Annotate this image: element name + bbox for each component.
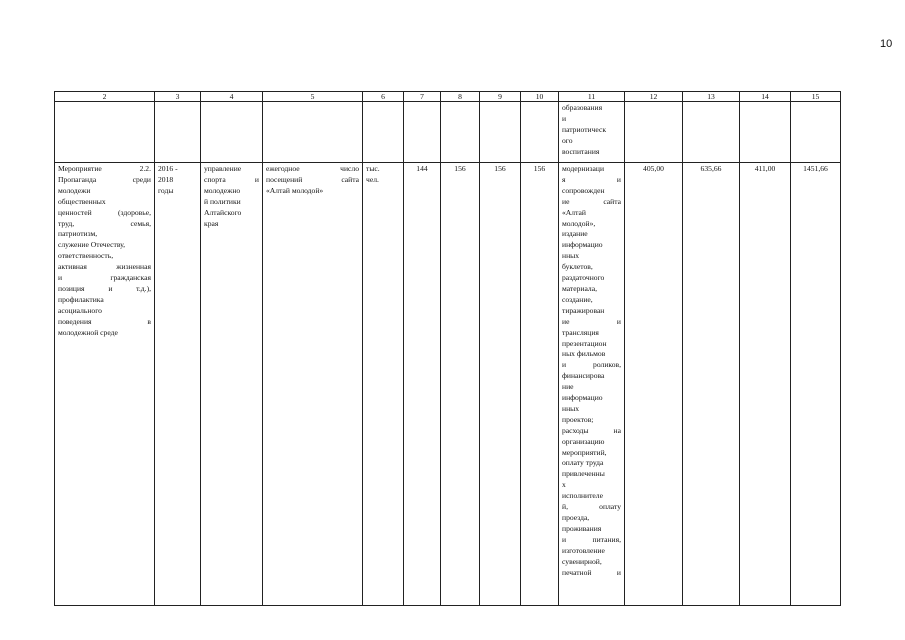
text-line: ценностей (здоровье,: [58, 207, 151, 217]
text-line: «Алтай: [562, 207, 586, 217]
text-line: трансляция: [562, 327, 599, 337]
text-line: и питания,: [562, 534, 621, 544]
cell-activity-continuation: [559, 102, 625, 163]
text-line: образования: [562, 103, 603, 112]
cell-empty: [740, 102, 791, 163]
text-line: тиражирован: [562, 305, 605, 315]
text-line: молодой»,: [562, 218, 596, 228]
cell-empty: [155, 102, 201, 163]
text-line: мероприятий,: [562, 447, 607, 457]
text-line: активная жизненная: [58, 262, 151, 272]
text-line: сувенирной,: [562, 556, 602, 566]
cell-value-col8: 156: [441, 163, 480, 606]
text-line: информацио: [562, 393, 603, 403]
header-cell: 3: [155, 92, 201, 102]
cell-empty: [480, 102, 521, 163]
text-line: поведения в: [58, 316, 151, 326]
cell-empty: [791, 102, 841, 163]
cell-empty: [625, 102, 683, 163]
cell-measure-name: [55, 163, 155, 606]
program-table: [54, 91, 841, 606]
text-line: ие и: [562, 316, 621, 326]
text-line: буклетов,: [562, 262, 593, 272]
text-line: финансирова: [562, 371, 605, 381]
text-line: привлеченны: [562, 469, 605, 479]
text-line: сопровожден: [562, 185, 605, 195]
cell-value-col10: 156: [521, 163, 559, 606]
text-line: издание: [562, 229, 588, 239]
text-line: молодежи: [58, 185, 91, 195]
cell-value-col12: 405,00: [625, 163, 683, 606]
cell-empty: [263, 102, 363, 163]
text-line: организацию: [562, 436, 605, 446]
text-line: информацио: [562, 240, 603, 250]
cell-unit: [363, 163, 404, 606]
cell-value-col13: 635,66: [683, 163, 740, 606]
text-line: патриотизм,: [58, 229, 98, 239]
header-cell: 9: [480, 92, 521, 102]
text-line: асоциального: [58, 305, 102, 315]
header-cell: 6: [363, 92, 404, 102]
header-cell: 10: [521, 92, 559, 102]
text-line: 2018: [158, 174, 174, 184]
page-number: 10: [880, 38, 893, 50]
text-line: создание,: [562, 294, 593, 304]
cell-empty: [404, 102, 441, 163]
text-line: общественных: [58, 196, 106, 206]
text-line: ных фильмов: [562, 349, 606, 359]
text-line: спорта и: [204, 174, 259, 184]
cell-indicator: [263, 163, 363, 606]
cell-value-col9: 156: [480, 163, 521, 606]
continuation-row: [55, 102, 841, 163]
text-line: управление: [204, 164, 242, 173]
text-line: посещений сайта: [266, 174, 359, 184]
text-line: материала,: [562, 283, 597, 293]
text-line: нных: [562, 403, 580, 413]
text-line: тыс.: [366, 164, 380, 173]
text-line: ежегодное число: [266, 164, 359, 173]
text-line: х: [562, 480, 566, 490]
text-line: Пропаганда среди: [58, 174, 151, 184]
cell-executor: [201, 163, 263, 606]
cell-empty: [363, 102, 404, 163]
header-cell: 4: [201, 92, 263, 102]
cell-activity-description: [559, 163, 625, 606]
text-line: служение Отечеству,: [58, 240, 126, 250]
text-line: исполнителе: [562, 491, 603, 501]
header-cell: 11: [559, 92, 625, 102]
text-line: ие сайта: [562, 196, 621, 206]
text-line: проезда,: [562, 513, 590, 522]
text-line: труд, семья,: [58, 218, 151, 228]
header-cell: 7: [404, 92, 441, 102]
text-line: Алтайского: [204, 207, 242, 217]
text-line: и: [562, 113, 567, 123]
header-cell: 12: [625, 92, 683, 102]
text-line: печатной и: [562, 567, 621, 577]
cell-value-col7: 144: [404, 163, 441, 606]
text-line: оплату труда: [562, 458, 604, 468]
text-line: ого: [562, 135, 573, 145]
text-line: Мероприятие 2.2.: [58, 164, 151, 173]
cell-empty: [683, 102, 740, 163]
text-line: позиция и т.д.),: [58, 283, 151, 293]
text-line: годы: [158, 185, 174, 195]
header-cell: 5: [263, 92, 363, 102]
text-line: презентацион: [562, 338, 607, 348]
cell-empty: [55, 102, 155, 163]
text-line: я и: [562, 174, 621, 184]
text-line: и гражданская: [58, 273, 151, 283]
text-line: воспитания: [562, 146, 600, 156]
header-cell: 2: [55, 92, 155, 102]
cell-period: [155, 163, 201, 606]
cell-empty: [521, 102, 559, 163]
cell-value-col15: 1451,66: [791, 163, 841, 606]
text-line: молодежно: [204, 185, 241, 195]
text-line: ние: [562, 382, 574, 392]
text-line: чел.: [366, 174, 379, 184]
text-line: расходы на: [562, 425, 621, 435]
text-line: молодежной среде: [58, 327, 118, 337]
header-cell: 8: [441, 92, 480, 102]
text-line: края: [204, 218, 219, 228]
text-line: й, оплату: [562, 502, 621, 512]
text-line: 2016 -: [158, 164, 178, 173]
cell-empty: [441, 102, 480, 163]
text-line: и роликов,: [562, 360, 621, 370]
header-row: [55, 92, 841, 102]
measure-row-2-2: [55, 163, 841, 606]
header-cell: 15: [791, 92, 841, 102]
text-line: раздаточного: [562, 273, 605, 283]
text-line: патриотическ: [562, 124, 607, 134]
text-line: проживания: [562, 523, 602, 533]
text-line: модернизаци: [562, 164, 605, 173]
text-line: профилактика: [58, 294, 104, 304]
cell-empty: [201, 102, 263, 163]
text-line: нных: [562, 251, 580, 261]
cell-value-col14: 411,00: [740, 163, 791, 606]
header-cell: 13: [683, 92, 740, 102]
text-line: й политики: [204, 196, 241, 206]
header-cell: 14: [740, 92, 791, 102]
text-line: изготовление: [562, 545, 605, 555]
text-line: ответственность,: [58, 251, 114, 261]
text-line: «Алтай молодой»: [266, 185, 324, 195]
text-line: проектов;: [562, 414, 594, 424]
